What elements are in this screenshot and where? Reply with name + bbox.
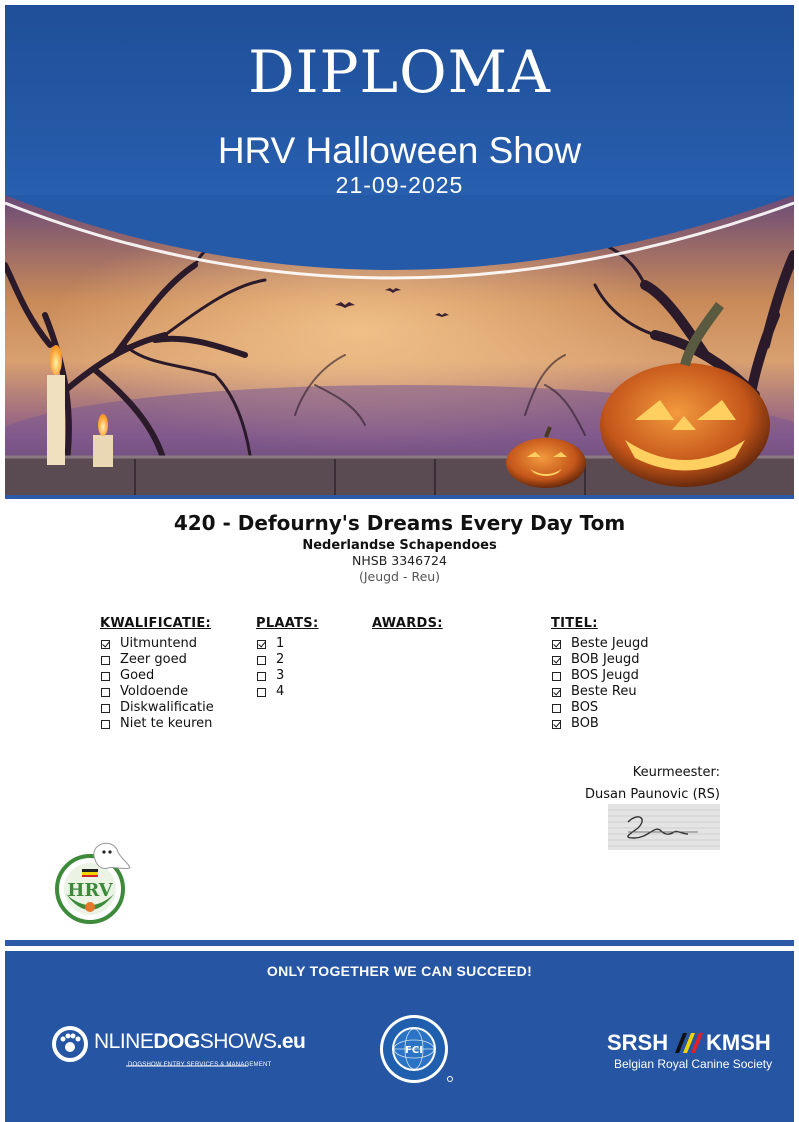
checkbox-label: Goed <box>120 668 155 683</box>
checkbox-label: Beste Jeugd <box>571 636 649 651</box>
checkbox-item <box>256 652 318 668</box>
titel-list <box>551 636 649 732</box>
checked-box-icon <box>101 640 110 649</box>
kmsh-wordmark: KMSH <box>706 1030 771 1055</box>
checkbox-item <box>100 652 214 668</box>
ods-wordmark-4: .eu <box>276 1030 306 1053</box>
onlinedogshows-tagline: DOGSHOW ENTRY SERVICES & MANAGEMENT <box>128 1062 272 1068</box>
checkbox-label: BOB Jeugd <box>571 652 640 667</box>
judge-name: Dusan Paunovic (RS) <box>584 787 720 802</box>
checkbox-label: 1 <box>276 636 285 651</box>
empty-box-icon <box>257 688 266 697</box>
checkbox-item <box>100 716 214 732</box>
footer-divider <box>5 940 794 946</box>
srsh-subtitle: Belgian Royal Canine Society <box>614 1057 773 1071</box>
checkbox-label: Voldoende <box>120 684 189 699</box>
checkbox-label: Zeer goed <box>120 652 187 667</box>
checked-box-icon <box>552 688 561 697</box>
dog-class: (Jeugd - Reu) <box>358 569 441 584</box>
fci-logo <box>378 1013 456 1085</box>
empty-box-icon <box>257 672 266 681</box>
ods-wordmark-3: SHOWS <box>199 1030 277 1053</box>
dog-title: 420 - Defourny's Dreams Every Day Tom <box>173 511 626 535</box>
checked-box-icon <box>552 656 561 665</box>
checkbox-label: 4 <box>276 684 285 699</box>
empty-box-icon <box>101 656 110 665</box>
checkbox-item <box>100 684 214 700</box>
plaats-heading: PLAATS: <box>256 616 319 631</box>
footer-slogan: ONLY TOGETHER WE CAN SUCCEED! <box>266 963 533 979</box>
checked-box-icon <box>552 720 561 729</box>
checked-box-icon <box>552 640 561 649</box>
checkbox-label: BOS <box>571 700 599 715</box>
ods-wordmark-1: NLINE <box>94 1030 154 1053</box>
checkbox-label: 2 <box>276 652 285 667</box>
empty-box-icon <box>101 704 110 713</box>
awards-heading: AWARDS: <box>372 616 443 631</box>
checkbox-label: 3 <box>276 668 285 683</box>
checkbox-label: BOB <box>571 716 599 731</box>
banner-divider <box>5 495 794 499</box>
judge-label: Keurmeester: <box>632 765 720 780</box>
awards-column <box>372 616 443 636</box>
fci-label: FCI <box>405 1045 423 1056</box>
kwalificatie-list <box>100 636 214 732</box>
checkbox-item <box>256 668 318 684</box>
kwalificatie-heading: KWALIFICATIE: <box>100 616 212 631</box>
empty-box-icon <box>552 704 561 713</box>
belgian-flag-icon <box>673 1033 703 1053</box>
plaats-column <box>256 616 318 700</box>
show-name: HRV Halloween Show <box>217 130 582 171</box>
checkbox-label: Diskwalificatie <box>120 700 214 715</box>
onlinedogshows-wordmark <box>94 1030 305 1054</box>
svg-text:HRV: HRV <box>67 880 113 901</box>
checkbox-item <box>100 700 214 716</box>
checkbox-item <box>551 668 649 684</box>
ods-wordmark-2: DOG <box>153 1030 200 1053</box>
checkbox-label: Niet te keuren <box>120 716 213 731</box>
kwalificatie-column <box>100 616 214 732</box>
titel-heading: TITEL: <box>551 616 598 631</box>
empty-box-icon <box>257 656 266 665</box>
diploma-title: DIPLOMA <box>248 38 551 106</box>
dog-breed: Nederlandse Schapendoes <box>302 538 497 553</box>
checkbox-label: Beste Reu <box>571 684 637 699</box>
dog-registration: NHSB 3346724 <box>352 553 447 568</box>
empty-box-icon <box>101 688 110 697</box>
checkbox-label: BOS Jeugd <box>571 668 639 683</box>
checkbox-item <box>551 684 649 700</box>
checked-box-icon <box>257 640 266 649</box>
empty-box-icon <box>101 672 110 681</box>
header-curve <box>5 195 794 285</box>
show-date: 21-09-2025 <box>335 172 464 198</box>
checkbox-item <box>551 700 649 716</box>
checkbox-item <box>256 684 318 700</box>
srsh-wordmark: SRSH <box>607 1030 669 1055</box>
checkbox-item <box>551 636 649 652</box>
judge-signature <box>608 804 720 850</box>
titel-column <box>551 616 649 732</box>
plaats-list <box>256 636 318 700</box>
hrv-club-logo <box>52 836 134 926</box>
checkbox-label: Uitmuntend <box>120 636 197 651</box>
checkbox-item <box>551 716 649 732</box>
checkbox-item <box>551 652 649 668</box>
empty-box-icon <box>101 720 110 729</box>
checkbox-item <box>100 636 214 652</box>
empty-box-icon <box>552 672 561 681</box>
checkbox-item <box>100 668 214 684</box>
checkbox-item <box>256 636 318 652</box>
